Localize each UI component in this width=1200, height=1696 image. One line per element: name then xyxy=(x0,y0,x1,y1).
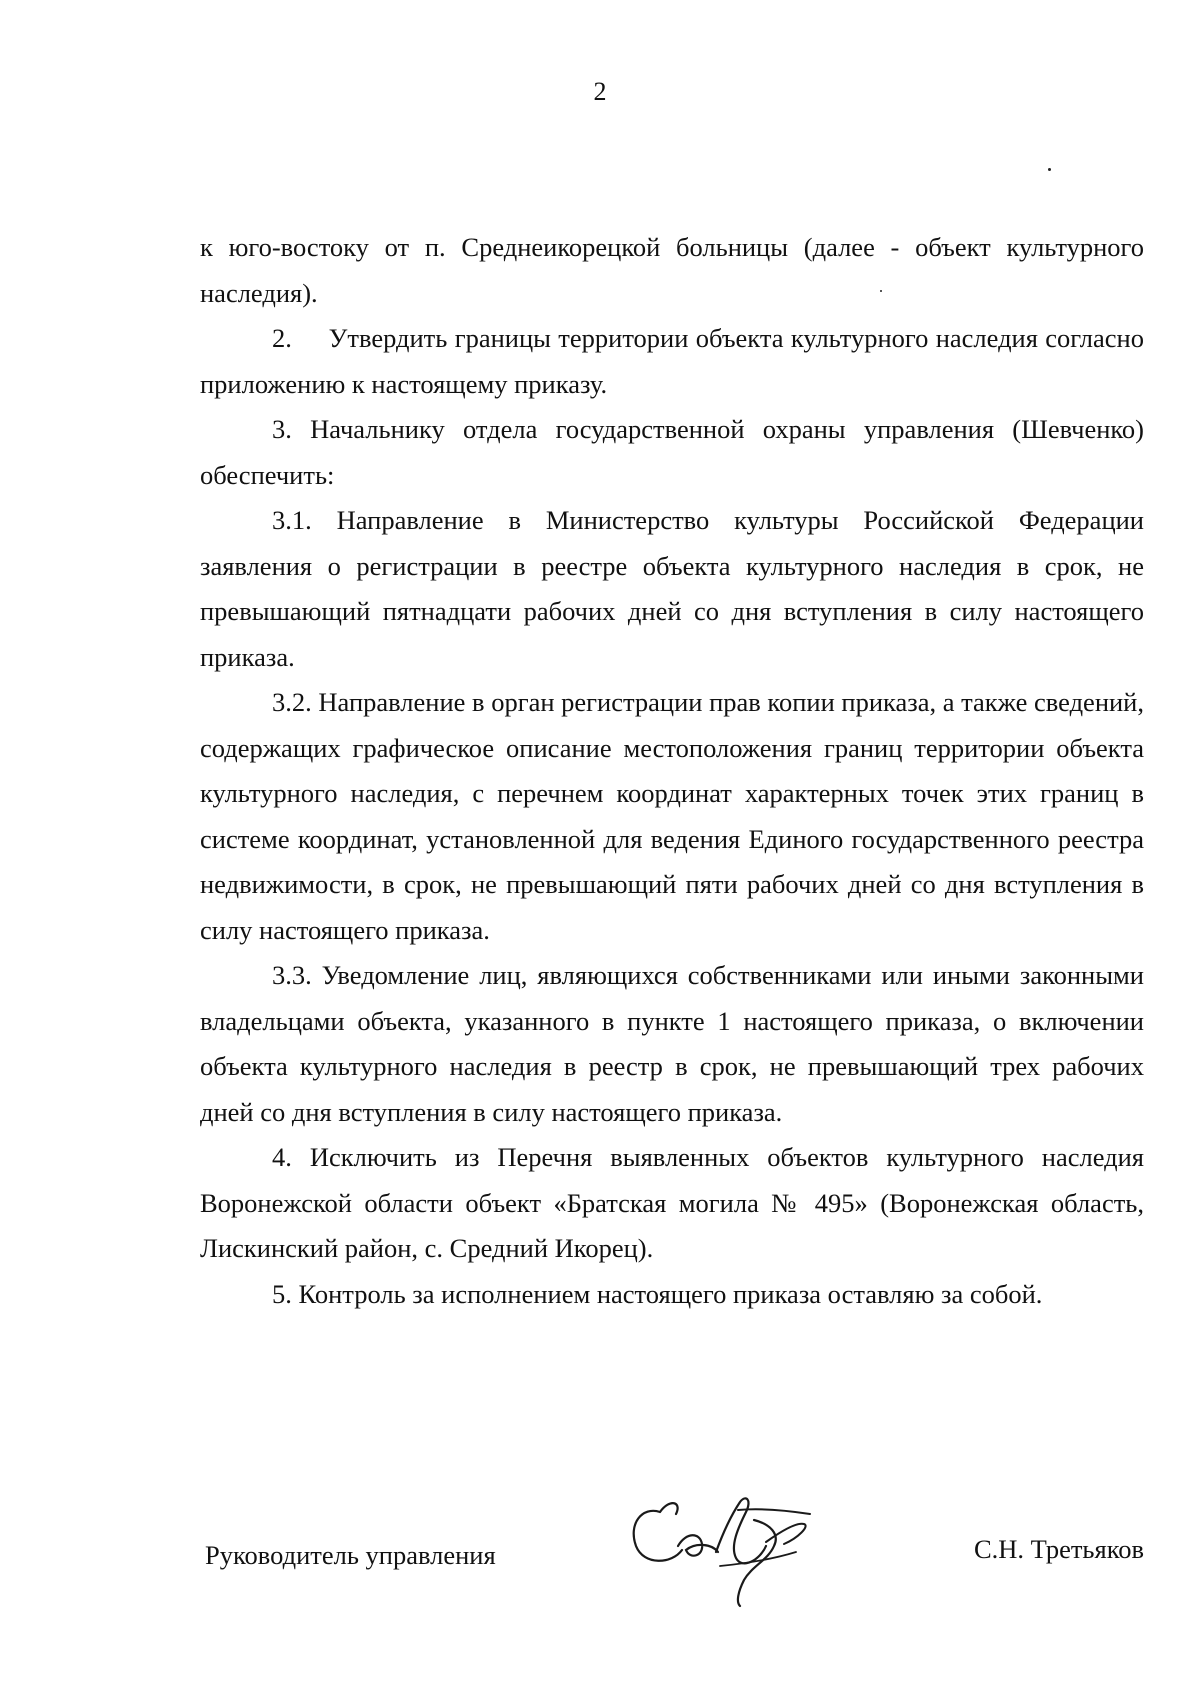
paragraph-continuation: к юго-востоку от п. Среднеикорецкой больницы (далее - объект культурного наследия). xyxy=(200,232,1144,308)
paragraph-item-3-3: 3.3. Уведомление лиц, являющихся собственниками или иными законными владельцами объекта, указанного в пункте 1 настоящего приказа, о включении объекта культурного наследия в реестр в срок, не превышающий трех рабочих дней со дня вступления в силу настоящего приказа. xyxy=(200,960,1144,1127)
paragraph-item-3: 3. Начальнику отдела государственной охраны управления (Шевченко) обеспечить: xyxy=(200,414,1144,490)
paragraph-item-2: 2. Утвердить границы территории объекта культурного наследия согласно приложению к настоящему приказу. xyxy=(200,323,1144,399)
paragraph-item-3-2: 3.2. Направление в орган регистрации прав копии приказа, а также сведений, содержащих графическое описание местоположения границ территории объекта культурного наследия, с перечнем координат характерных точек этих границ в системе координат, установленной для ведения Единого государственного реестра недвижимости, в срок, не превышающий пяти рабочих дней со дня вступления в силу настоящего приказа. xyxy=(200,687,1144,945)
signature-block xyxy=(200,1535,1144,1575)
paragraph-item-5: 5. Контроль за исполнением настоящего приказа оставляю за собой. xyxy=(272,1278,1043,1309)
signatory-name: С.Н. Третьяков xyxy=(973,1534,1144,1564)
signatory-position: Руководитель управления xyxy=(205,1540,496,1570)
scan-speck xyxy=(1048,168,1051,171)
paragraph-item-4: 4. Исключить из Перечня выявленных объектов культурного наследия Воронежской области объект «Братская могила № 495» (Воронежская область, Лискинский район, с. Средний Икорец). xyxy=(200,1142,1144,1263)
paragraph-item-3-1: 3.1. Направление в Министерство культуры Российской Федерации заявления о регистрации в реестре объекта культурного наследия в срок, не превышающий пятнадцати рабочих дней со дня вступления в силу настоящего приказа. xyxy=(200,505,1144,672)
page-number: 2 xyxy=(593,77,607,106)
document-body xyxy=(200,225,1144,1317)
